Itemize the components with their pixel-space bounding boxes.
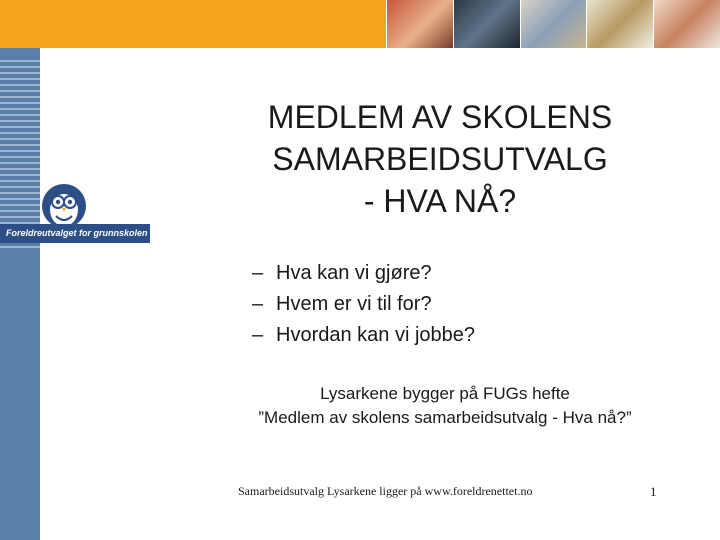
header-photo-strip: [386, 0, 720, 48]
note-line: Lysarkene bygger på FUGs hefte: [320, 384, 570, 403]
bullet-item: [252, 289, 475, 320]
owl-icon: [38, 180, 90, 230]
title-line: SAMARBEIDSUTVALG: [272, 141, 608, 177]
bullet-text: Hvordan kan vi jobbe?: [276, 324, 476, 346]
source-note: [200, 382, 690, 430]
bullet-item: [252, 258, 475, 289]
note-line: ”Medlem av skolens samarbeidsutvalg - Hva nå?”: [258, 408, 632, 427]
bullet-dash: –: [252, 293, 264, 315]
logo-band: Foreldreutvalget for grunnskolen: [0, 224, 150, 243]
title-line: MEDLEM AV SKOLENS: [267, 99, 613, 135]
bullet-item: [252, 320, 475, 351]
footer-text: Samarbeidsutvalg Lysarkene ligger på www.foreldrenettet.no: [238, 484, 533, 498]
bullet-dash: –: [252, 262, 264, 284]
bullet-text: Hvem er vi til for?: [276, 293, 432, 315]
slide-title: [200, 96, 680, 222]
bullet-list: [252, 258, 475, 351]
title-line: - HVA NÅ?: [363, 183, 517, 219]
page-number: 1: [650, 484, 657, 499]
open-book-photo: [586, 0, 653, 48]
students-desks-photo: [520, 0, 587, 48]
left-sidebar-stripes: [0, 60, 40, 250]
classroom-photo: [386, 0, 453, 48]
girl-reading-photo: [653, 0, 720, 48]
math-chalkboard-photo: [453, 0, 520, 48]
bullet-dash: –: [252, 324, 264, 346]
bullet-text: Hva kan vi gjøre?: [276, 262, 432, 284]
